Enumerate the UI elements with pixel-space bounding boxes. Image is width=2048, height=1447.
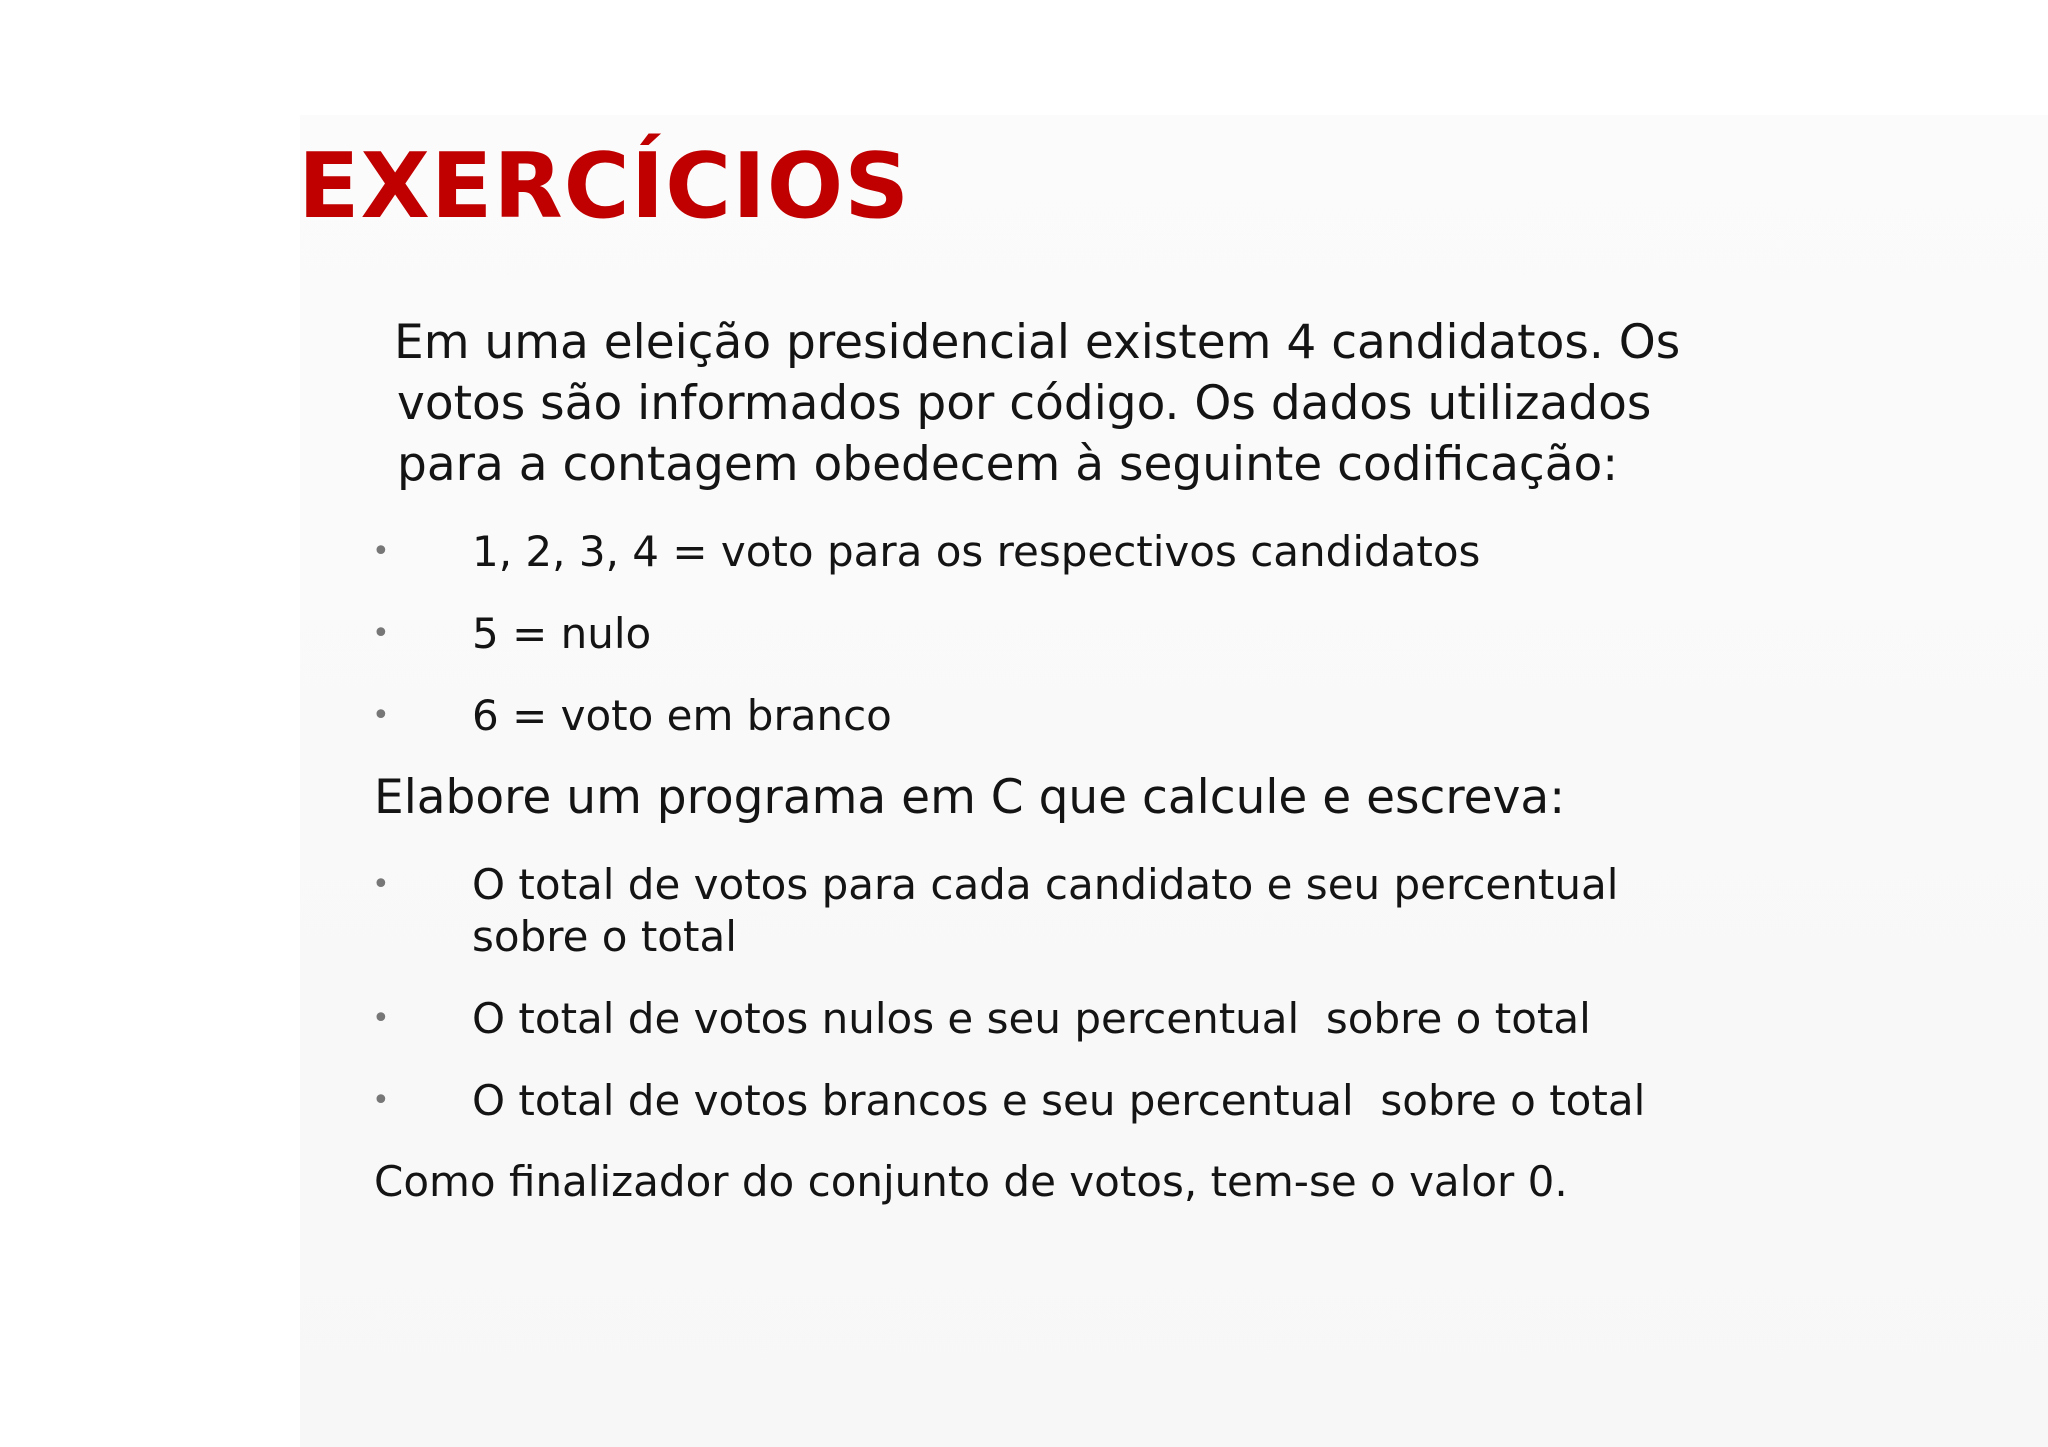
bullet-icon: •	[372, 698, 390, 733]
intro-paragraph	[394, 312, 1814, 495]
bullet-icon: •	[372, 1083, 390, 1118]
output-line: O total de votos para cada candidato e seu percentual	[472, 860, 1619, 909]
bullet-icon: •	[372, 616, 390, 651]
footer-note: Como finalizador do conjunto de votos, tem-se o valor 0.	[374, 1157, 1568, 1206]
output-text: O total de votos nulos e seu percentual sobre o total	[472, 994, 1591, 1043]
output-text: O total de votos brancos e seu percentual sobre o total	[472, 1076, 1646, 1125]
intro-line: votos são informados por código. Os dados utilizados	[397, 376, 1652, 431]
code-text: 5 = nulo	[472, 609, 652, 658]
bullet-icon: •	[372, 534, 390, 569]
intro-line: para a contagem obedecem à seguinte codificação:	[397, 437, 1619, 492]
intro-line: Em uma eleição presidencial existem 4 candidatos. Os	[394, 315, 1681, 370]
bullet-icon: •	[372, 1001, 390, 1036]
slide-title: EXERCÍCIOS	[298, 134, 911, 239]
code-text: 1, 2, 3, 4 = voto para os respectivos candidatos	[472, 527, 1481, 576]
output-line: sobre o total	[472, 912, 737, 961]
task-statement: Elabore um programa em C que calcule e escreva:	[374, 770, 1566, 825]
code-text: 6 = voto em branco	[472, 691, 892, 740]
output-text	[472, 859, 1752, 963]
bullet-icon: •	[372, 867, 390, 902]
